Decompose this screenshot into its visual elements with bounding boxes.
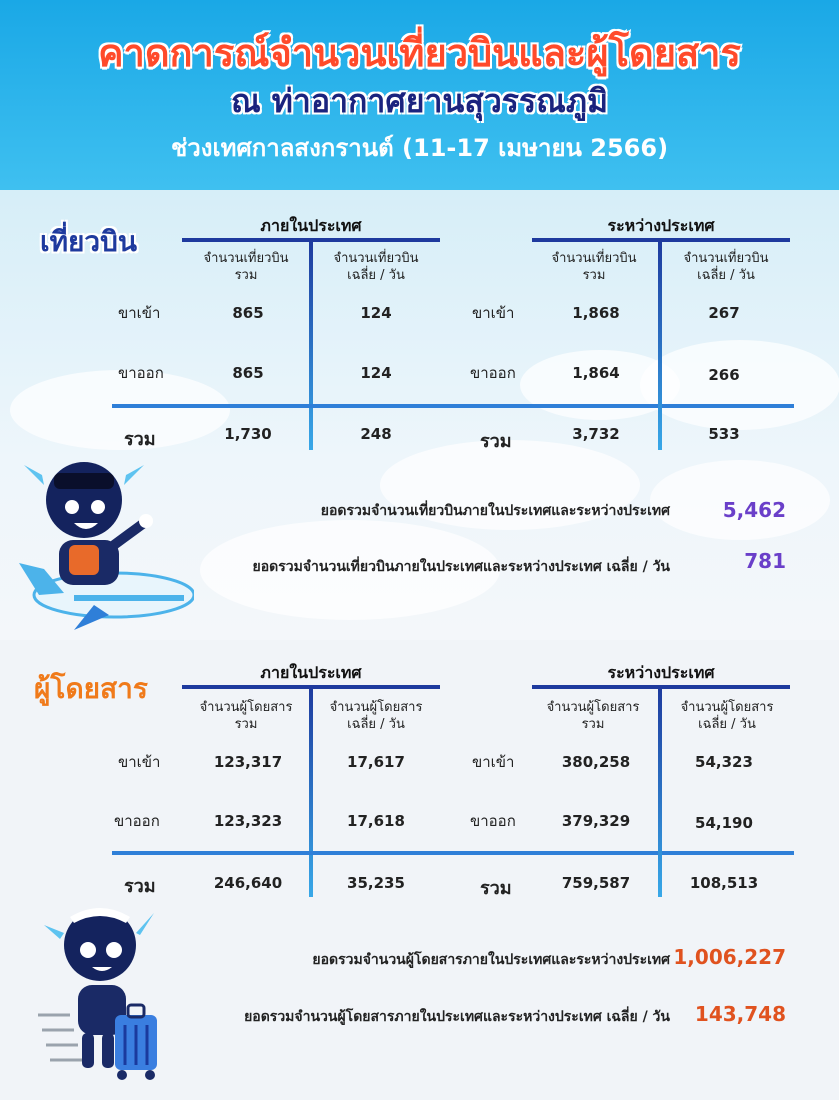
flights-domestic-col-total: จำนวนเที่ยวบิน รวม <box>203 251 289 283</box>
pax-intl-row-label: ขาเข้า <box>472 753 515 771</box>
pax-grand-total-label: ยอดรวมจำนวนผู้โดยสารภายในประเทศและระหว่างประเทศ <box>312 952 670 968</box>
pax-dom-in-avg: 17,617 <box>347 753 405 771</box>
pax-intl-sum-avg: 108,513 <box>689 874 759 892</box>
flights-grand-avg-label: ยอดรวมจำนวนเที่ยวบินภายในประเทศและระหว่างประเทศ เฉลี่ย / วัน <box>252 559 670 575</box>
flights-total-rule <box>112 404 794 408</box>
pax-dom-sum-total: 246,640 <box>213 874 283 892</box>
page-title: คาดการณ์จำนวนเที่ยวบินและผู้โดยสาร <box>98 31 741 75</box>
pax-intl-row-label: ขาออก <box>470 812 516 830</box>
flights-dom-sum-avg: 248 <box>360 425 392 443</box>
pax-dom-sum-avg: 35,235 <box>347 874 405 892</box>
pax-domestic-col-total: จำนวนผู้โดยสาร รวม <box>199 700 293 732</box>
pax-grand-total-value: 1,006,227 <box>673 945 786 969</box>
pax-intl-in-avg: 54,323 <box>695 753 753 771</box>
flights-dom-in-total: 865 <box>232 304 264 322</box>
flights-intl-in-avg: 267 <box>708 304 740 322</box>
flights-intl-col-avg: จำนวนเที่ยวบิน เฉลี่ย / วัน <box>683 251 769 283</box>
page-subtitle-period: ช่วงเทศกาลสงกรานต์ (11-17 เมษายน 2566) <box>170 134 669 162</box>
passengers-section-label: ผู้โดยสาร <box>34 672 148 705</box>
flights-domestic-group-label: ภายในประเทศ <box>260 216 362 235</box>
mascot-traveler-with-suitcase <box>30 895 180 1090</box>
pax-dom-out-total: 123,323 <box>213 812 283 830</box>
flights-dom-row-label: ขาออก <box>118 364 164 382</box>
flights-section-label: เที่ยวบิน <box>40 225 138 258</box>
flights-dom-sum-total: 1,730 <box>224 425 272 443</box>
flights-intl-col-total: จำนวนเที่ยวบิน รวม <box>551 251 637 283</box>
pax-domestic-col-avg: จำนวนผู้โดยสาร เฉลี่ย / วัน <box>329 700 423 732</box>
flights-domestic-col-avg: จำนวนเที่ยวบิน เฉลี่ย / วัน <box>333 251 419 283</box>
pax-intl-sum-label: รวม <box>480 878 512 899</box>
flights-intl-in-total: 1,868 <box>572 304 620 322</box>
pax-intl-col-total: จำนวนผู้โดยสาร รวม <box>546 700 640 732</box>
flights-intl-sum-total: 3,732 <box>572 425 620 443</box>
flights-dom-out-avg: 124 <box>360 364 392 382</box>
flights-intl-sum-label: รวม <box>480 431 512 452</box>
flights-grand-total-label: ยอดรวมจำนวนเที่ยวบินภายในประเทศและระหว่างประเทศ <box>320 503 670 519</box>
pax-dom-row-label: ขาเข้า <box>118 753 161 771</box>
pax-intl-col-avg: จำนวนผู้โดยสาร เฉลี่ย / วัน <box>680 700 774 732</box>
pax-dom-row-label: ขาออก <box>114 812 160 830</box>
pax-intl-in-total: 380,258 <box>561 753 631 771</box>
flights-intl-row-label: ขาเข้า <box>472 304 515 322</box>
flights-intl-out-avg: 266 <box>708 366 740 384</box>
header-banner <box>0 0 839 190</box>
flights-dom-row-label: ขาเข้า <box>118 304 161 322</box>
cloud-decoration <box>640 340 839 430</box>
pax-intl-divider <box>658 687 662 897</box>
pax-total-rule <box>112 851 794 855</box>
flights-intl-row-label: ขาออก <box>470 364 516 382</box>
pax-intl-out-total: 379,329 <box>561 812 631 830</box>
pax-domestic-divider <box>309 687 313 897</box>
pax-intl-sum-total: 759,587 <box>561 874 631 892</box>
flights-grand-avg-value: 781 <box>744 549 786 573</box>
flights-grand-total-value: 5,462 <box>722 498 786 522</box>
pax-intl-group-label: ระหว่างประเทศ <box>607 663 715 682</box>
flights-dom-out-total: 865 <box>232 364 264 382</box>
pax-intl-out-avg: 54,190 <box>695 814 753 832</box>
flights-intl-sum-avg: 533 <box>708 425 740 443</box>
pax-dom-out-avg: 17,618 <box>347 812 405 830</box>
flights-intl-group-label: ระหว่างประเทศ <box>607 216 715 235</box>
pax-grand-avg-value: 143,748 <box>694 1002 786 1026</box>
pax-grand-avg-label: ยอดรวมจำนวนผู้โดยสารภายในประเทศและระหว่างประเทศ เฉลี่ย / วัน <box>244 1009 670 1025</box>
pax-dom-sum-label: รวม <box>124 876 156 897</box>
pax-dom-in-total: 123,317 <box>213 753 283 771</box>
mascot-pilot-on-plane <box>14 445 194 635</box>
flights-domestic-divider <box>309 240 313 450</box>
flights-dom-sum-label: รวม <box>124 429 156 450</box>
flights-intl-out-total: 1,864 <box>572 364 620 382</box>
page-subtitle-location: ณ ท่าอากาศยานสุวรรณภูมิ <box>230 82 609 120</box>
pax-domestic-group-label: ภายในประเทศ <box>260 663 362 682</box>
flights-dom-in-avg: 124 <box>360 304 392 322</box>
flights-intl-divider <box>658 240 662 450</box>
